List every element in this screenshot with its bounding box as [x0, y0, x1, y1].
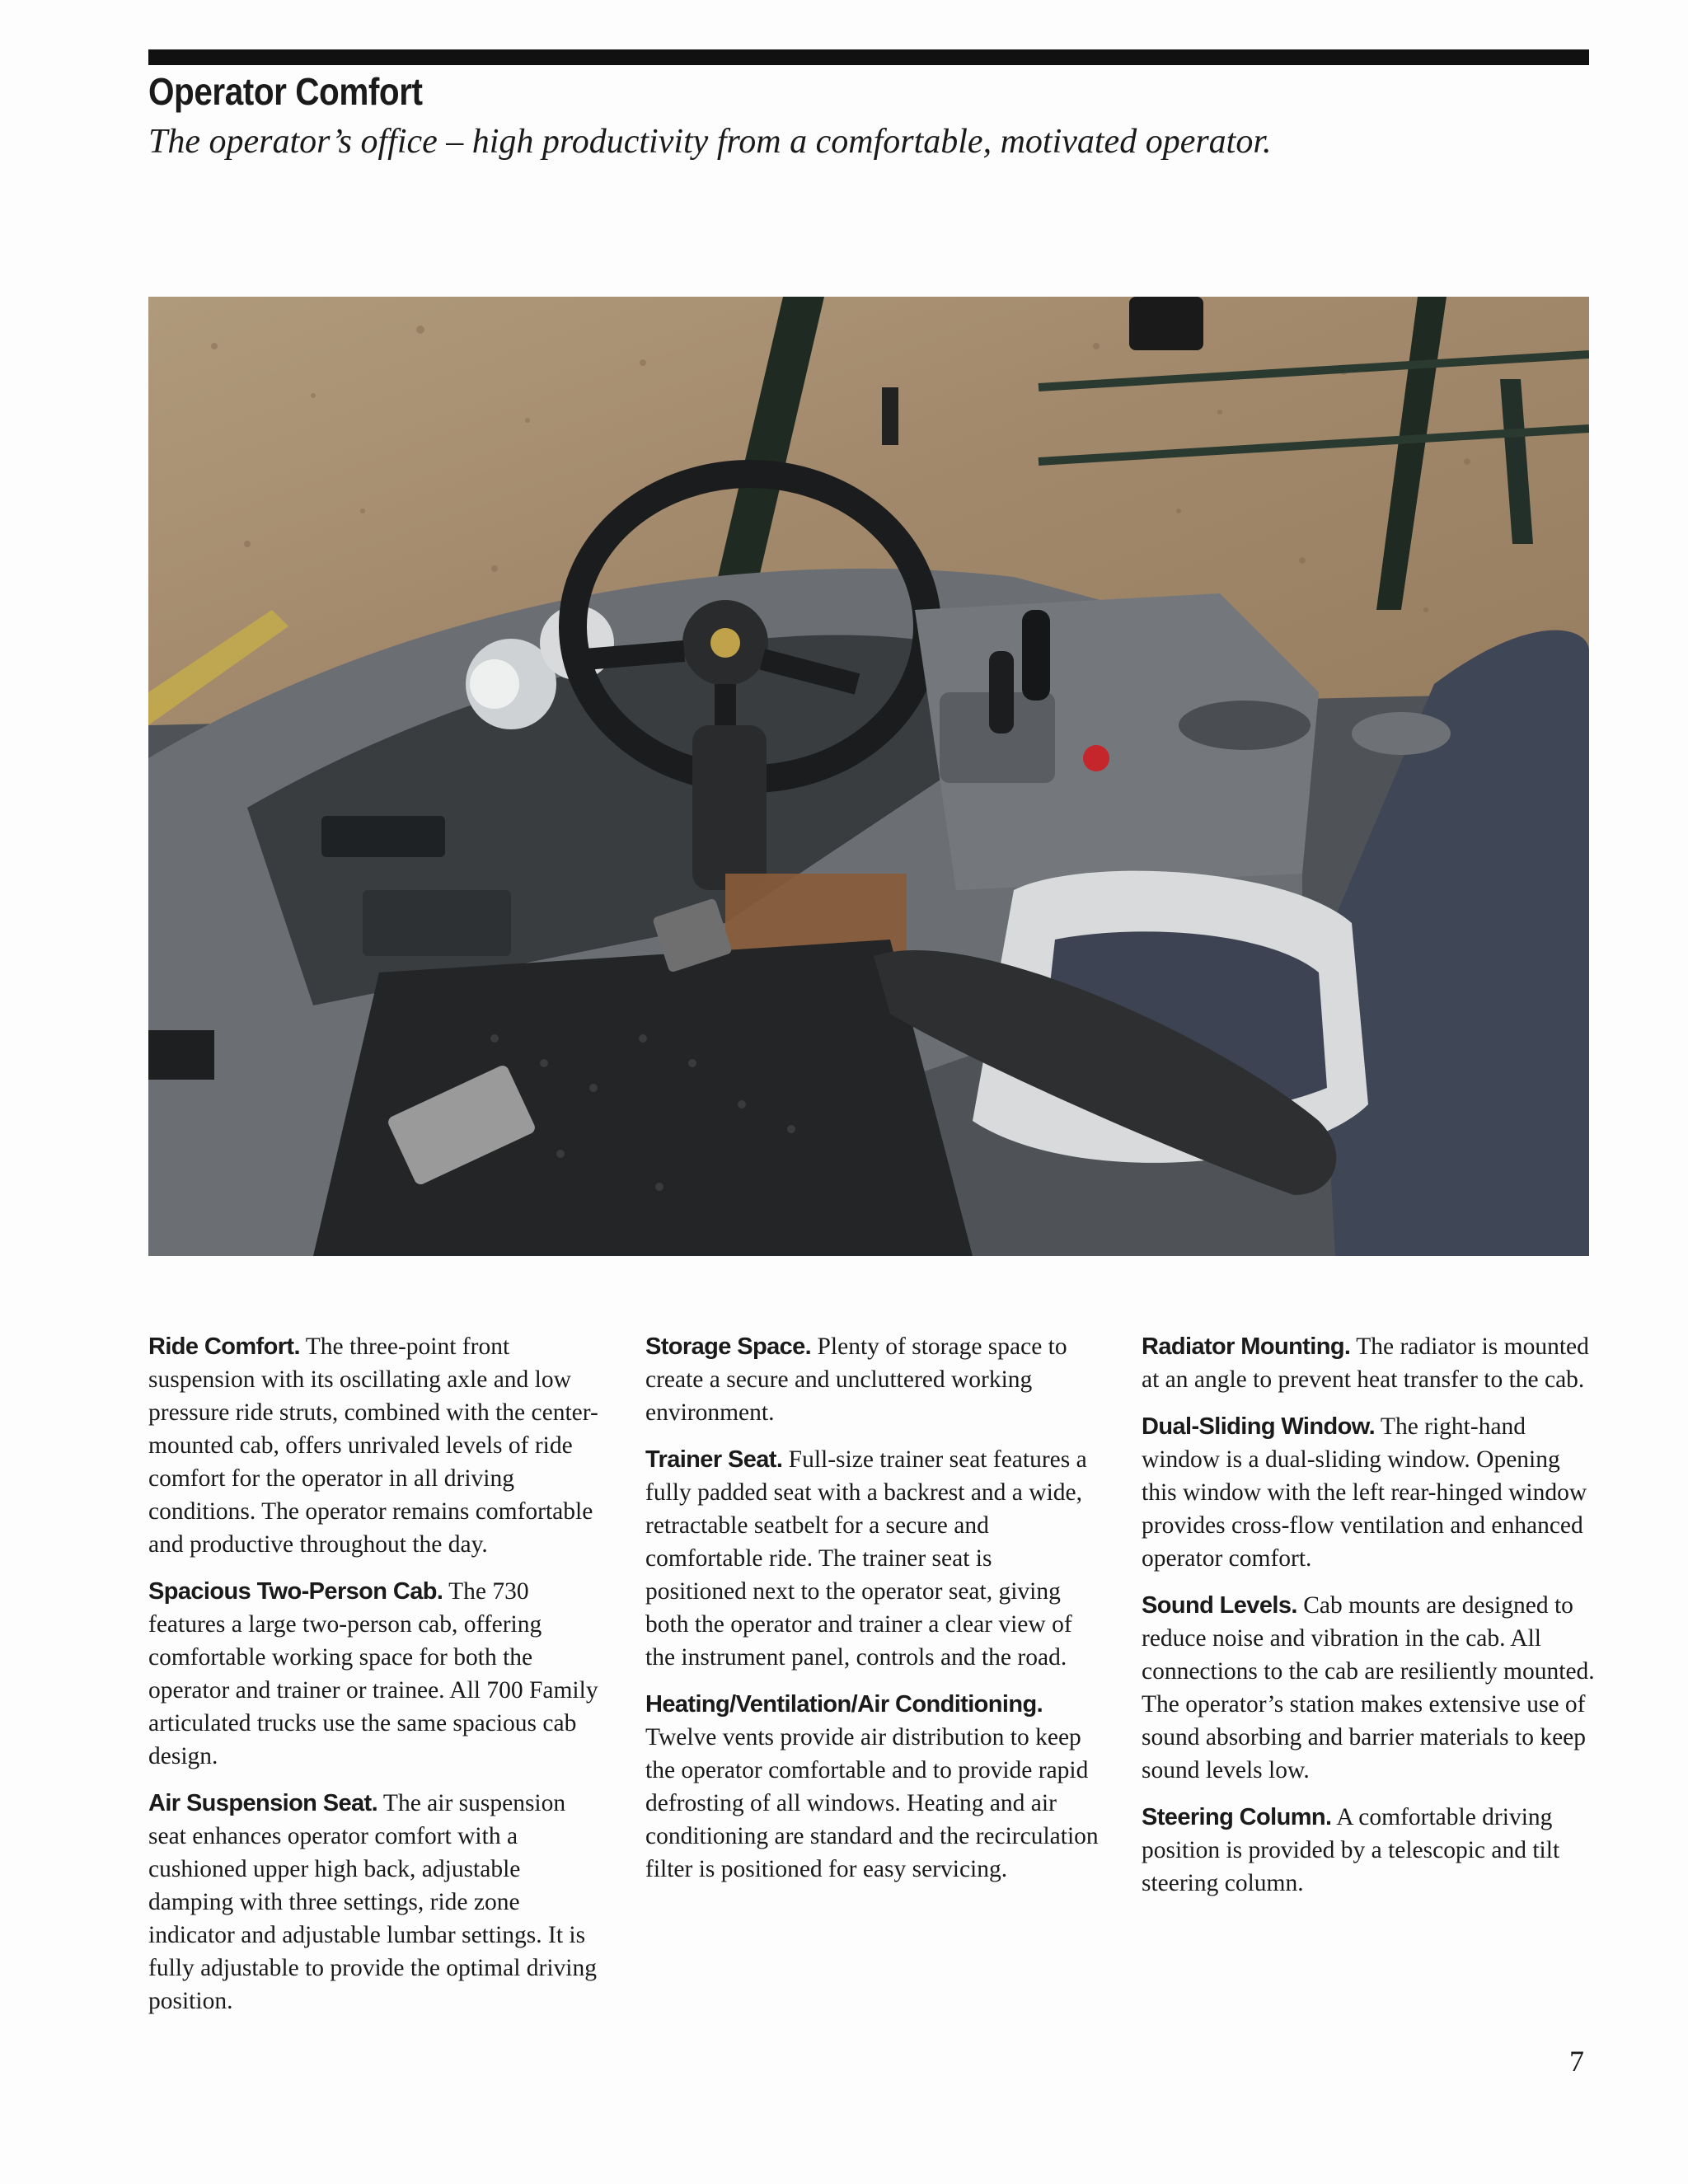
section-body: The three-point front suspension with its oscillating axle and low pressure ride struts, combined with the center-mounted cab, offers unrivaled levels of ride comfort for the operator in all driving conditions. The operator remains comfortable and productive throughout the day.: [148, 1333, 598, 1558]
text-column-2: [645, 1330, 1099, 1900]
page-subtitle: The operator’s office – high productivity from a comfortable, motivated operator.: [148, 123, 1272, 161]
section-body: A comfortable driving position is provided by a telescopic and tilt steering column.: [1142, 1804, 1560, 1896]
text-column-3: [1142, 1330, 1595, 1914]
text-column-1: [148, 1330, 602, 2032]
section-body: Plenty of storage space to create a secure and uncluttered working environment.: [645, 1333, 1067, 1426]
section-trainer-seat: [645, 1443, 1099, 1674]
section-heading: Dual-Sliding Window.: [1142, 1413, 1376, 1440]
section-ride-comfort: [148, 1330, 602, 1561]
section-air-suspension-seat: [148, 1787, 602, 2018]
section-dual-sliding-window: [1142, 1410, 1595, 1575]
section-heading: Steering Column.: [1142, 1804, 1332, 1830]
section-heading: Storage Space.: [645, 1333, 812, 1360]
section-steering-column: [1142, 1801, 1595, 1900]
section-body: Cab mounts are designed to reduce noise and vibration in the cab. All connections to the cab are resiliently mounted. The operator’s station makes extensive use of sound absorbing and barrier materials to keep sound levels low.: [1142, 1592, 1595, 1783]
section-body: Twelve vents provide air distribution to keep the operator comfortable and to provide rapid defrosting of all windows. Heating and air conditioning are standard and the recirculation filter is positioned for easy servicing.: [645, 1724, 1099, 1882]
section-storage-space: [645, 1330, 1099, 1429]
page-number: 7: [1569, 2045, 1584, 2078]
section-heading: Heating/Ventilation/Air Conditioning.: [645, 1691, 1043, 1718]
section-hvac: [645, 1688, 1099, 1886]
section-heading: Radiator Mounting.: [1142, 1333, 1351, 1360]
section-sound-levels: [1142, 1589, 1595, 1787]
section-body: The air suspension seat enhances operator comfort with a cushioned upper high back, adjustable damping with three settings, ride zone indicator and adjustable lumbar settings. It is fully adjustable to provide the optimal driving position.: [148, 1790, 598, 2014]
operator-cab-interior-photo: [148, 297, 1589, 1256]
section-spacious-cab: [148, 1575, 602, 1773]
top-rule: [148, 49, 1589, 65]
section-radiator-mounting: [1142, 1330, 1595, 1396]
section-heading: Air Suspension Seat.: [148, 1790, 378, 1816]
section-body: The radiator is mounted at an angle to prevent heat transfer to the cab.: [1142, 1333, 1589, 1393]
page-title: Operator Comfort: [148, 70, 423, 113]
section-heading: Spacious Two-Person Cab.: [148, 1578, 443, 1605]
section-heading: Trainer Seat.: [645, 1446, 783, 1473]
section-heading: Sound Levels.: [1142, 1592, 1297, 1619]
section-heading: Ride Comfort.: [148, 1333, 300, 1360]
section-body: Full-size trainer seat features a fully padded seat with a backrest and a wide, retractable seatbelt for a secure and comfortable ride. The trainer seat is positioned next to the operator seat, giving both the operator and trainer a clear view of the instrument panel, controls and the road.: [645, 1446, 1087, 1671]
section-body: The right-hand window is a dual-sliding window. Opening this window with the left rear-hinged window provides cross-flow ventilation and enhanced operator comfort.: [1142, 1413, 1587, 1572]
section-body: The 730 features a large two-person cab, offering comfortable working space for both the operator and trainer or trainee. All 700 Family articulated trucks use the same spacious cab design.: [148, 1578, 598, 1769]
